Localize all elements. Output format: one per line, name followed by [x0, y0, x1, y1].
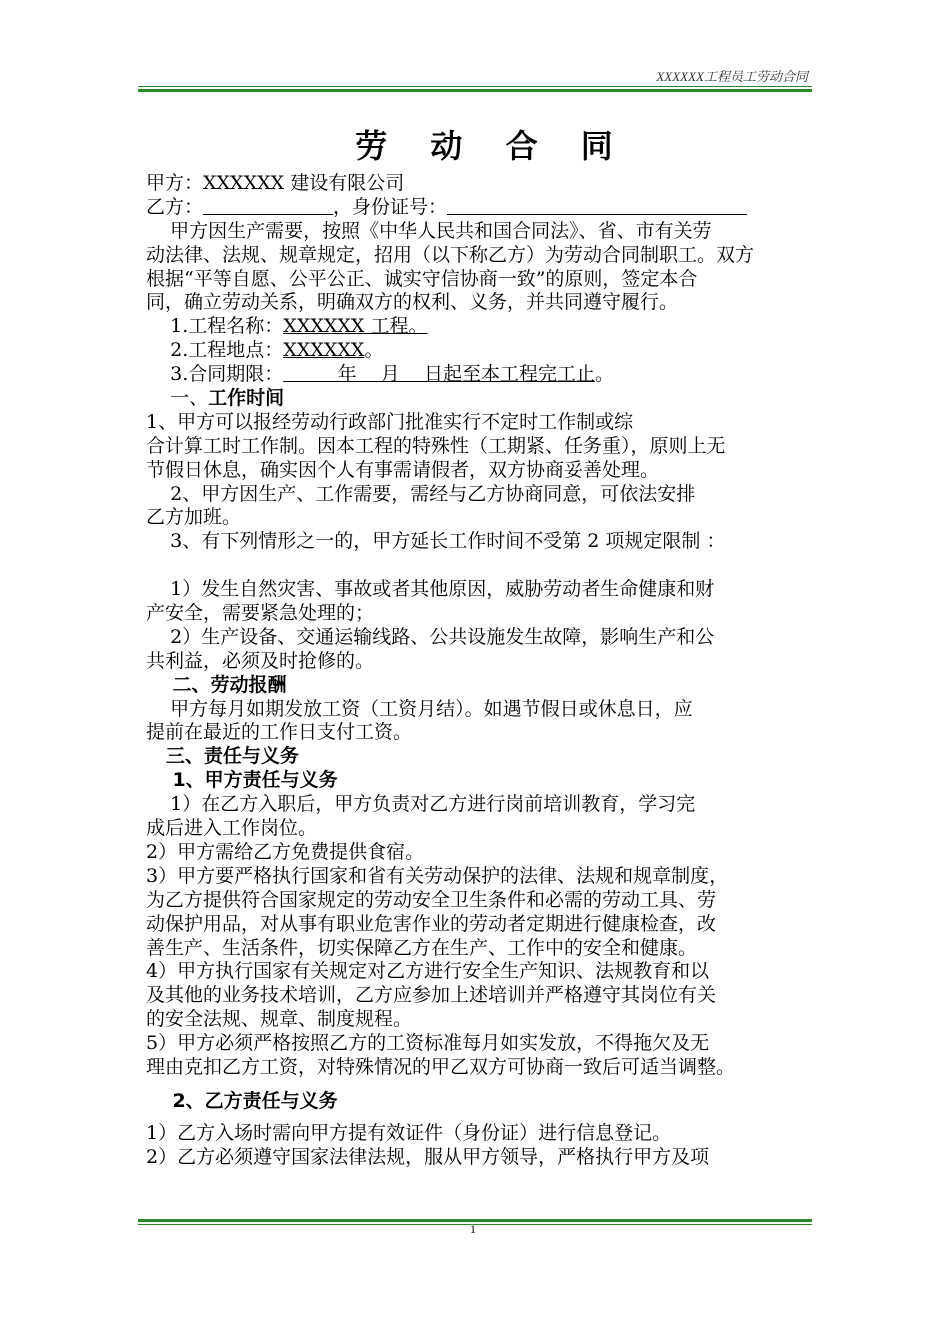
paragraph-line: 1、甲方可以报经劳动行政部门批准实行不定时工作制或综	[146, 410, 634, 433]
paragraph-line: 的安全法规、规章、制度规程。	[146, 1008, 413, 1031]
project-name-value: XXXXXX 工程。	[283, 315, 428, 338]
blank-line	[146, 554, 822, 578]
subsection-heading-party-b: 2、乙方责任与义务	[146, 1089, 338, 1112]
project-location-line	[146, 339, 822, 363]
project-location-end: 。	[364, 339, 384, 362]
paragraph-line: 节假日休息，确实因个人有事需请假者，双方协商妥善处理。	[146, 458, 660, 481]
section-heading-pay: 二、劳动报酬	[146, 673, 287, 696]
contract-term-label: 3.合同期限：	[146, 363, 284, 386]
project-location-label: 2.工程地点：	[146, 339, 284, 362]
header-rule-thin	[138, 86, 812, 87]
header-rule-thick	[138, 89, 812, 92]
paragraph-line: 4）甲方执行国家有关规定对乙方进行安全生产知识、法规教育和以	[146, 960, 710, 983]
intro-line: 甲方因生产需要，按照《中华人民共和国合同法》、省、市有关劳	[146, 219, 712, 242]
paragraph-line: 1）发生自然灾害、事故或者其他原因，威胁劳动者生命健康和财	[146, 578, 715, 601]
section-heading-work-time	[146, 387, 822, 411]
paragraph-line: 提前在最近的工作日支付工资。	[146, 721, 413, 744]
party-b-line	[146, 196, 822, 220]
id-label: ，身份证号：	[333, 195, 448, 218]
subsection-heading-party-a: 1、甲方责任与义务	[146, 769, 338, 792]
paragraph-line: 善生产、生活条件，切实保障乙方在生产、工作中的安全和健康。	[146, 936, 698, 959]
paragraph-line: 3）甲方要严格执行国家和省有关劳动保护的法律、法规和规章制度，	[146, 864, 729, 887]
document-body	[146, 122, 822, 1170]
paragraph-line: 乙方加班。	[146, 506, 242, 529]
paragraph-line: 3、有下列情形之一的，甲方延长工作时间不受第 2 项规定限制 ：	[146, 530, 726, 553]
paragraph-line: 2）乙方必须遵守国家法律法规，服从甲方领导，严格执行甲方及项	[146, 1145, 710, 1168]
intro-line: 同，确立劳动关系，明确双方的权利、义务，并共同遵守履行。	[146, 291, 679, 314]
paragraph-line: 2）甲方需给乙方免费提供食宿。	[146, 840, 425, 863]
contract-term-end: 。	[594, 363, 614, 386]
intro-line: 根据“平等自愿、公平公正、诚实守信协商一致”的原则，签定本合	[146, 267, 698, 290]
section-number: 一、	[146, 387, 209, 410]
running-header: XXXXXX工程员工劳动合同	[656, 69, 808, 84]
section-heading-duties: 三、责任与义务	[146, 745, 299, 768]
paragraph-line: 动保护用品，对从事有职业危害作业的劳动者定期进行健康检查，改	[146, 912, 717, 935]
paragraph-line: 共利益，必须及时抢修的。	[146, 649, 375, 672]
paragraph-line: 产安全，需要紧急处理的；	[146, 602, 375, 625]
id-number-blank[interactable]	[447, 196, 747, 215]
contract-term-value: 年 月 日起至本工程完工止	[283, 363, 595, 386]
paragraph-line: 成后进入工作岗位。	[146, 817, 318, 840]
paragraph-line: 甲方每月如期发放工资（工资月结）。如遇节假日或休息日，应	[146, 697, 693, 720]
paragraph-line: 及其他的业务技术培训，乙方应参加上述培训并严格遵守其岗位有关	[146, 984, 717, 1007]
section-title: 工作时间	[208, 387, 285, 410]
contract-term-line	[146, 363, 822, 387]
party-b-name-blank[interactable]	[203, 196, 333, 215]
paragraph-line: 2）生产设备、交通运输线路、公共设施发生故障，影响生产和公	[146, 625, 715, 648]
project-name-label: 1.工程名称：	[146, 315, 284, 338]
paragraph-line: 5）甲方必须严格按照乙方的工资标准每月如实发放，不得拖欠及无	[146, 1032, 710, 1055]
paragraph-line: 理由克扣乙方工资，对特殊情况的甲乙双方可协商一致后可适当调整。	[146, 1055, 736, 1078]
paragraph-line: 为乙方提供符合国家规定的劳动安全卫生条件和必需的劳动工具、劳	[146, 888, 717, 911]
paragraph-line: 2、甲方因生产、工作需要，需经与乙方协商同意，可依法安排	[146, 482, 696, 505]
project-location-value: XXXXXX	[283, 339, 365, 362]
party-a-line: 甲方：XXXXXX 建设有限公司	[146, 172, 405, 194]
paragraph-line: 1）在乙方入职后，甲方负责对乙方进行岗前培训教育，学习完	[146, 793, 696, 816]
party-b-label: 乙方：	[146, 195, 204, 218]
document-title: 劳 动 合 同	[355, 127, 629, 165]
page-number: 1	[470, 1222, 476, 1236]
intro-line: 动法律、法规、规章规定，招用（以下称乙方）为劳动合同制职工。双方	[146, 243, 755, 266]
paragraph-line: 1）乙方入场时需向甲方提有效证件（身份证）进行信息登记。	[146, 1121, 672, 1144]
project-name-line	[146, 315, 822, 339]
paragraph-line: 合计算工时工作制。因本工程的特殊性（工期紧、任务重），原则上无	[146, 434, 726, 457]
